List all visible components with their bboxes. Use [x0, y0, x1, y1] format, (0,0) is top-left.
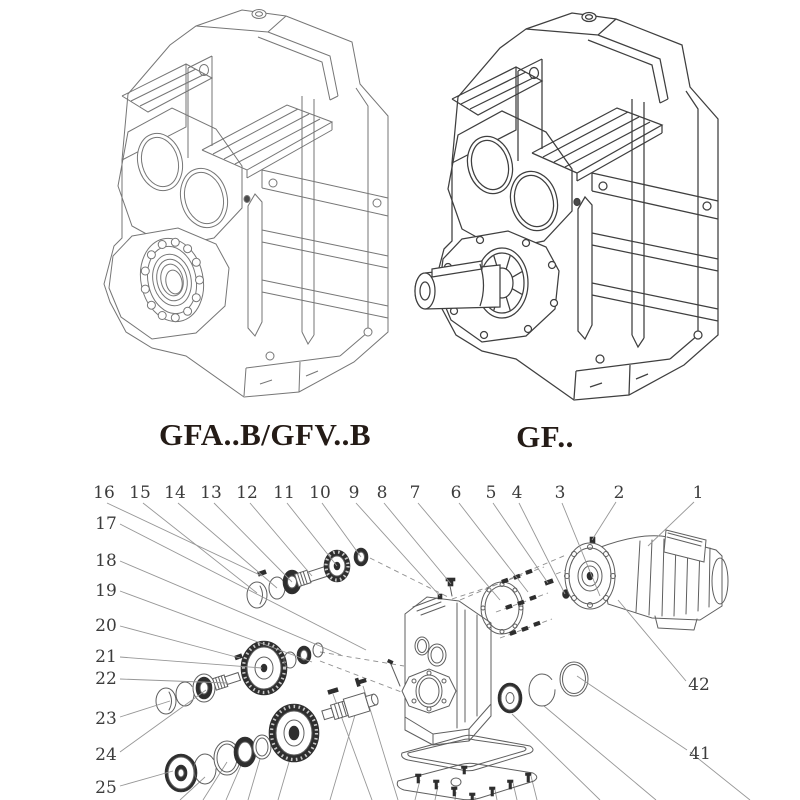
housing	[402, 578, 491, 745]
gearbox-left-drawing	[104, 10, 388, 398]
output-shaft	[415, 261, 500, 309]
callout-24: 24	[95, 745, 117, 765]
leader-line-6	[459, 503, 528, 592]
leader-line-17	[120, 524, 366, 650]
callout-41: 41	[689, 744, 711, 764]
callout-1: 1	[692, 483, 704, 503]
intermediate-shaft-assembly	[156, 641, 323, 714]
model-label-left: GFA..B/GFV..B	[158, 417, 372, 452]
callout-20: 20	[95, 616, 117, 636]
leader-line-41	[577, 676, 687, 750]
leader-line-13	[214, 503, 292, 582]
callout-18: 18	[95, 551, 117, 571]
callout-15: 15	[129, 483, 151, 503]
callout-22: 22	[95, 669, 117, 689]
leader-line-25	[120, 771, 173, 786]
callout-3: 3	[554, 483, 566, 503]
callout-14: 14	[164, 483, 186, 503]
callout-layer	[93, 483, 711, 798]
callout-23: 23	[95, 709, 117, 729]
callout-12: 12	[236, 483, 258, 503]
leader-line-15	[143, 503, 257, 593]
bearing-ring-set	[498, 662, 588, 713]
gearbox-right-drawing	[415, 13, 718, 401]
callout-9: 9	[348, 483, 360, 503]
exploded-view	[156, 530, 750, 800]
callout-16: 16	[93, 483, 115, 503]
leader-line-9	[356, 503, 440, 596]
callout-5: 5	[485, 483, 497, 503]
callout-25: 25	[95, 778, 117, 798]
callout-11: 11	[273, 483, 295, 503]
callout-13: 13	[200, 483, 222, 503]
leader-line-2	[592, 502, 616, 540]
leader-line-12	[250, 503, 312, 576]
model-label-right: GF..	[516, 419, 574, 454]
leader-line-22	[120, 679, 228, 683]
gasket	[402, 735, 533, 771]
motor	[565, 530, 729, 630]
leader-line-14	[178, 503, 277, 588]
callout-17: 17	[95, 514, 117, 534]
leader-line-11	[287, 503, 337, 566]
callout-6: 6	[450, 483, 462, 503]
callout-21: 21	[95, 647, 117, 667]
callout-8: 8	[376, 483, 388, 503]
leader-line-21	[120, 657, 262, 668]
leader-line-10	[322, 503, 361, 557]
callout-42: 42	[688, 675, 710, 695]
leader-line-4	[519, 503, 565, 594]
leader-line-8	[384, 503, 451, 584]
callout-4: 4	[511, 483, 523, 503]
leader-line-5	[493, 503, 548, 583]
leader-line-20	[120, 626, 240, 658]
flange-gasket-ring	[481, 582, 523, 634]
callout-10: 10	[309, 483, 331, 503]
callout-2: 2	[613, 483, 625, 503]
callout-19: 19	[95, 581, 117, 601]
callout-7: 7	[409, 483, 421, 503]
